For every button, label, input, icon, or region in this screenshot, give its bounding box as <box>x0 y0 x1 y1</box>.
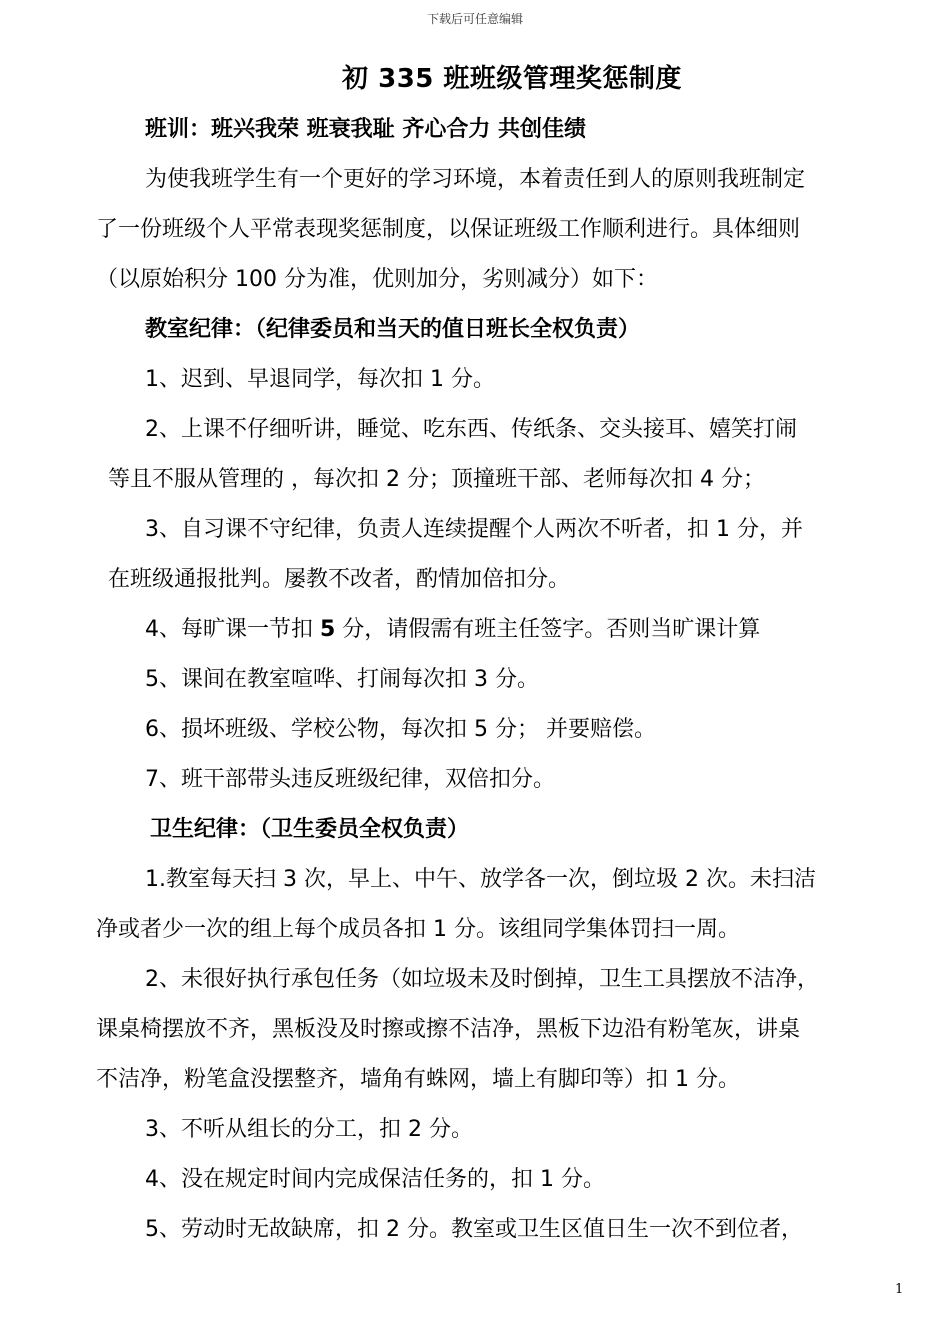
rule-line: 2、未很好执行承包任务（如垃圾未及时倒掉，卫生工具摆放不洁净， <box>145 967 819 992</box>
rule-line-4-bold: 5 <box>320 617 336 642</box>
rule-line: 3、不听从组长的分工，扣 2 分。 <box>145 1117 473 1142</box>
page-number: 1 <box>895 1282 904 1297</box>
rule-line: 净或者少一次的组上每个成员各扣 1 分。该组同学集体罚扫一周。 <box>96 917 740 942</box>
rule-line-4-after: 分，请假需有班主任签字。否则当旷课计算 <box>335 617 761 642</box>
intro-line-3: （以原始积分 100 分为准，优则加分，劣则减分）如下： <box>96 267 658 292</box>
rule-line: 不洁净，粉笔盒没摆整齐，墙角有蛛网，墙上有脚印等）扣 1 分。 <box>96 1067 740 1092</box>
document-title: 初 335 班班级管理奖惩制度 <box>342 64 682 94</box>
rule-line: 5、劳动时无故缺席，扣 2 分。教室或卫生区值日生一次不到位者， <box>145 1217 803 1242</box>
class-motto: 班训：班兴我荣 班衰我耻 齐心合力 共创佳绩 <box>145 117 586 142</box>
rule-line: 在班级通报批判。屡教不改者，酌情加倍扣分。 <box>108 567 571 592</box>
rule-line: 课桌椅摆放不齐，黑板没及时擦或擦不洁净，黑板下边沿有粉笔灰，讲桌 <box>96 1017 801 1042</box>
section-heading-hygiene: 卫生纪律：（卫生委员全权负责） <box>150 817 470 842</box>
rule-line: 7、班干部带头违反班级纪律，双倍扣分。 <box>145 767 555 792</box>
page-header: 下载后可任意编辑 <box>426 12 523 26</box>
rule-line-4 <box>145 615 760 645</box>
rule-line: 1、迟到、早退同学，每次扣 1 分。 <box>145 367 495 392</box>
rule-line: 5、课间在教室喧哗、打闹每次扣 3 分。 <box>145 667 539 692</box>
rule-line-4-before: 4、每旷课一节扣 <box>145 617 320 642</box>
rule-line: 3、自习课不守纪律，负责人连续提醒个人两次不听者，扣 1 分，并 <box>145 517 803 542</box>
rule-line: 2、上课不仔细听讲，睡觉、吃东西、传纸条、交头接耳、嬉笑打闹 <box>145 417 797 442</box>
rule-line: 1.教室每天扫 3 次，早上、中午、放学各一次，倒垃圾 2 次。未扫洁 <box>145 867 816 892</box>
intro-line-1: 为使我班学生有一个更好的学习环境，本着责任到人的原则我班制定 <box>145 167 806 192</box>
intro-line-2: 了一份班级个人平常表现奖惩制度，以保证班级工作顺利进行。具体细则 <box>96 217 801 242</box>
rule-line: 6、损坏班级、学校公物，每次扣 5 分； 并要赔偿。 <box>145 717 656 742</box>
rule-line: 4、没在规定时间内完成保洁任务的，扣 1 分。 <box>145 1167 605 1192</box>
rule-line: 等且不服从管理的 ，每次扣 2 分；顶撞班干部、老师每次扣 4 分； <box>108 467 765 492</box>
section-heading-classroom: 教室纪律：（纪律委员和当天的值日班长全权负责） <box>145 317 641 342</box>
